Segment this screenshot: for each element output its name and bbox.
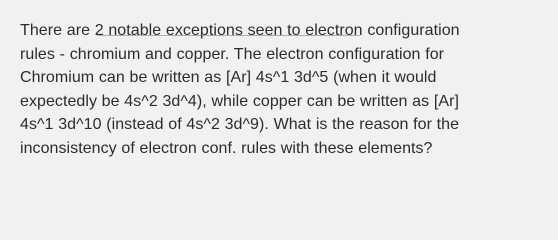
question-line-3: Chromium can be written as [Ar] 4s^1 3d^5 (when it would <box>20 69 437 86</box>
question-line-6: inconsistency of electron conf. rules with these elements? <box>20 139 433 157</box>
question-text <box>20 19 540 160</box>
question-line-1: There are 2 notable exceptions seen to electron configuration <box>20 22 460 39</box>
question-line-5: 4s^1 3d^10 (instead of 4s^2 3d^9). What is the reason for the <box>20 116 460 133</box>
question-line-2: rules - chromium and copper. The electron configuration for <box>20 45 445 63</box>
question-line-4: expectedly be 4s^2 3d^4), while copper can be written as [Ar] <box>20 92 459 110</box>
strikethrough-mark <box>97 35 360 36</box>
